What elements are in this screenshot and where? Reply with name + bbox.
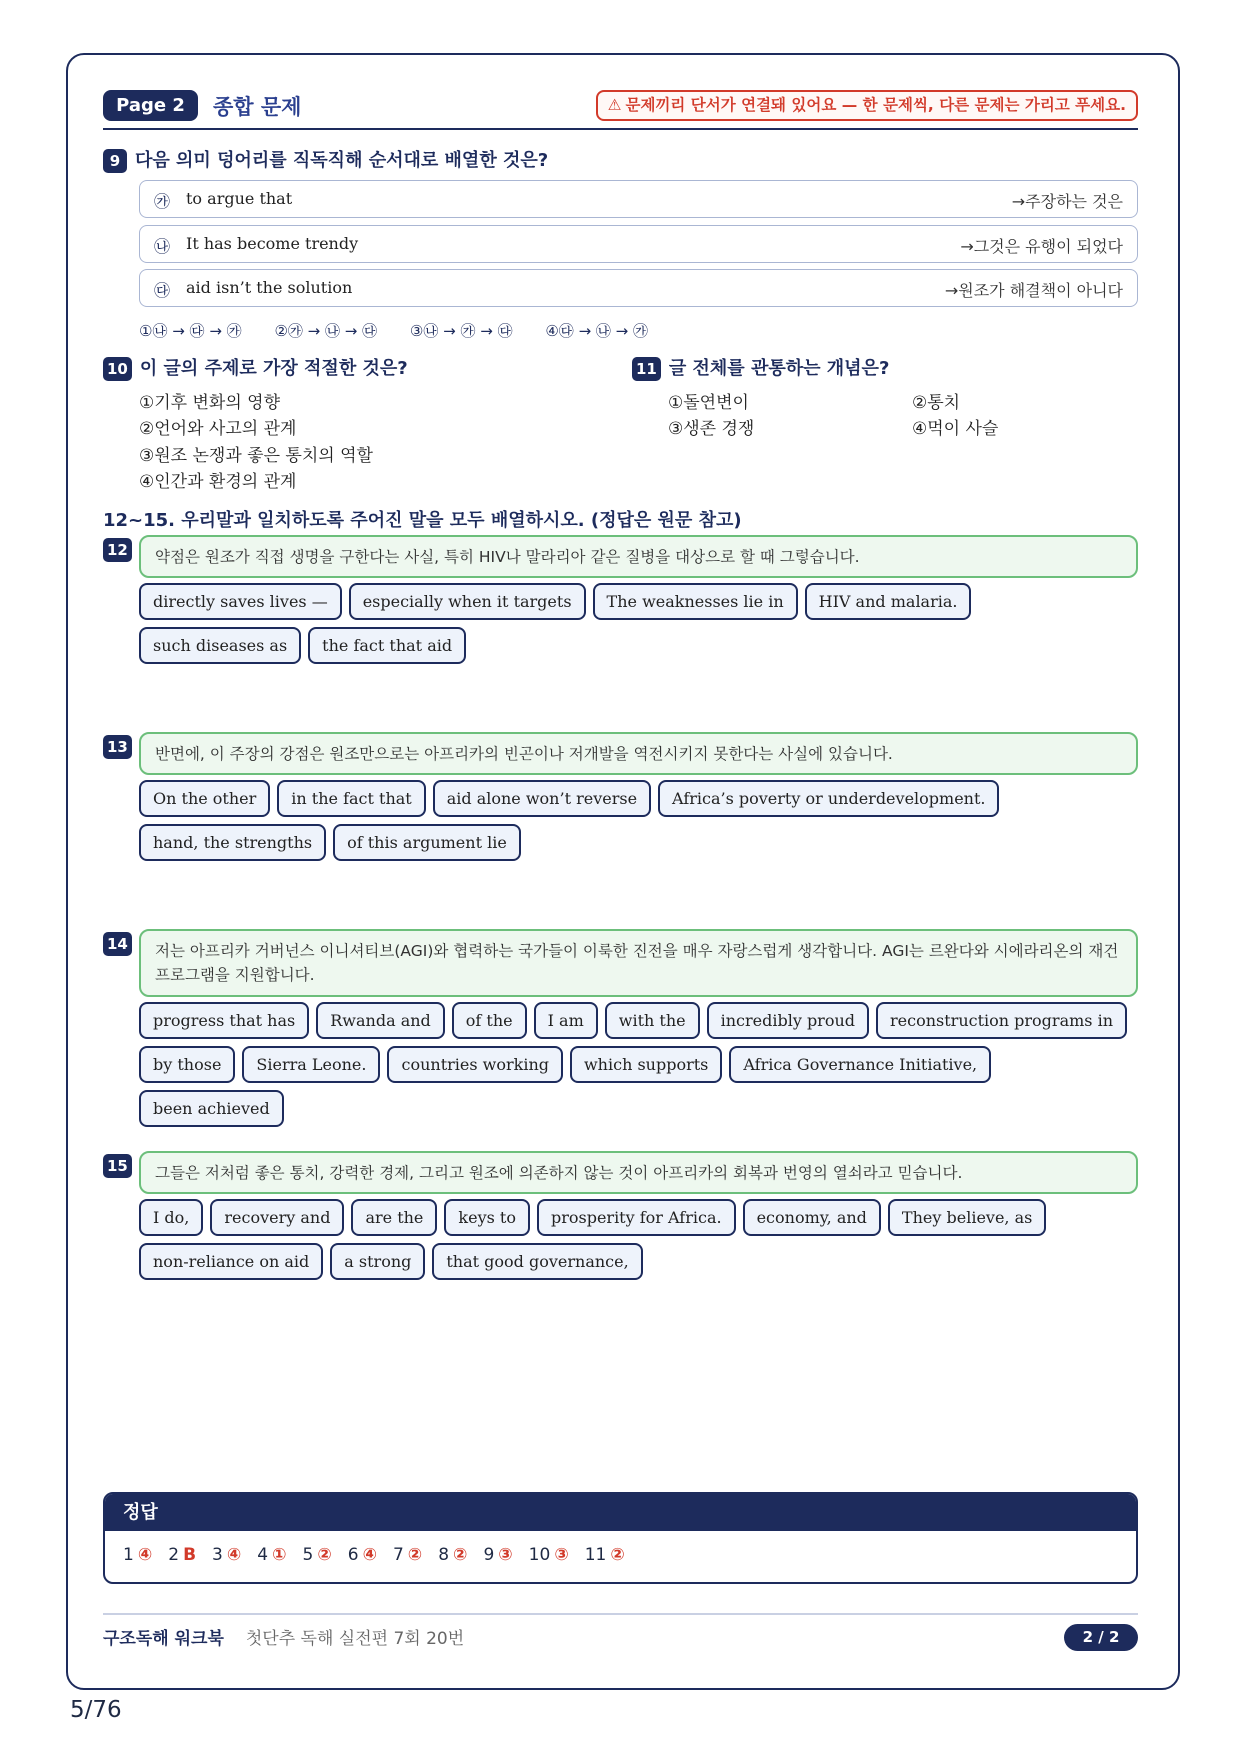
answer-item — [303, 1545, 332, 1565]
answer-number: 11 — [584, 1545, 607, 1565]
word-tile[interactable]: On the other — [139, 780, 270, 817]
answer-value: ② — [407, 1545, 423, 1565]
chunk-korean: →주장하는 것은 — [1011, 192, 1123, 211]
question-10-heading — [103, 354, 408, 381]
option[interactable]: ②통치 — [912, 393, 961, 413]
chunk-mark: ㉯ — [154, 237, 171, 256]
chunk-row — [139, 225, 1138, 263]
word-tile[interactable]: with the — [605, 1002, 700, 1039]
answer-item — [348, 1545, 377, 1565]
question-14-tiles — [139, 1002, 1139, 1127]
word-tile[interactable]: I do, — [139, 1199, 203, 1236]
answer-number: 7 — [392, 1545, 404, 1565]
chunk-korean: →원조가 해결책이 아니다 — [944, 281, 1123, 300]
option[interactable]: ③원조 논쟁과 좋은 통치의 역할 — [139, 446, 373, 466]
question-prompt: 다음 의미 덩어리를 직독직해 순서대로 배열한 것은? — [135, 150, 549, 171]
word-tile[interactable]: progress that has — [139, 1002, 309, 1039]
word-tile[interactable]: Sierra Leone. — [242, 1046, 380, 1083]
question-14-number: 14 — [103, 932, 132, 956]
chunk-row — [139, 269, 1138, 307]
page-counter: 5/76 — [70, 1697, 122, 1723]
question-12-number: 12 — [103, 538, 132, 562]
answer-item — [123, 1545, 152, 1565]
answer-number: 4 — [257, 1545, 269, 1565]
word-tile[interactable]: Africa Governance Initiative, — [729, 1046, 991, 1083]
question-14-sentence: 저는 아프리카 거버넌스 이니셔티브(AGI)와 협력하는 국가들이 이룩한 진전을 매우 자랑스럽게 생각합니다. AGI는 르완다와 시에라리온의 재건 프로그램을 지원합니다. — [139, 929, 1138, 997]
answer-value: B — [183, 1545, 197, 1565]
question-number: 11 — [632, 357, 661, 381]
question-13-sentence: 반면에, 이 주장의 강점은 원조만으로는 아프리카의 빈곤이나 저개발을 역전시키지 못한다는 사실에 있습니다. — [139, 732, 1138, 775]
answer-item — [438, 1545, 467, 1565]
word-tile[interactable]: keys to — [444, 1199, 530, 1236]
option[interactable]: ②㉮ → ㉯ → ㉰ — [274, 322, 378, 340]
chunk-english: to argue that — [186, 189, 293, 208]
answer-number: 6 — [347, 1545, 359, 1565]
question-13-tiles — [139, 780, 1139, 861]
answer-number: 1 — [123, 1545, 134, 1565]
warning-banner — [596, 90, 1138, 121]
answer-number: 2 — [168, 1545, 180, 1565]
question-12-tiles — [139, 583, 1139, 664]
page-label: Page 2 — [103, 90, 198, 121]
word-tile[interactable]: reconstruction programs in — [876, 1002, 1127, 1039]
word-tile[interactable]: recovery and — [210, 1199, 344, 1236]
answer-item — [483, 1545, 512, 1565]
word-tile[interactable]: a strong — [330, 1243, 425, 1280]
word-tile[interactable]: are the — [351, 1199, 437, 1236]
chunk-korean: →그것은 유행이 되었다 — [960, 237, 1123, 256]
word-tile[interactable]: incredibly proud — [707, 1002, 869, 1039]
answer-item — [168, 1545, 196, 1565]
word-tile[interactable]: which supports — [570, 1046, 722, 1083]
word-tile[interactable]: of this argument lie — [333, 824, 521, 861]
answer-item — [585, 1545, 625, 1565]
word-tile[interactable]: I am — [534, 1002, 598, 1039]
footer-divider — [103, 1613, 1138, 1615]
answer-number: 9 — [483, 1545, 495, 1565]
footer-page-indicator: 2 / 2 — [1064, 1624, 1138, 1651]
word-tile[interactable]: Africa’s poverty or underdevelopment. — [658, 780, 999, 817]
question-11-heading — [632, 354, 889, 381]
word-tile[interactable]: economy, and — [743, 1199, 881, 1236]
answer-item — [393, 1545, 422, 1565]
question-15-tiles — [139, 1199, 1139, 1280]
answer-key-panel — [103, 1492, 1138, 1584]
instructions: 12~15. 우리말과 일치하도록 주어진 말을 모두 배열하시오. (정답은 원문 참고) — [103, 510, 742, 531]
answer-key-title: 정답 — [105, 1494, 1136, 1531]
option[interactable]: ①㉯ → ㉰ → ㉮ — [139, 322, 242, 340]
option[interactable]: ④먹이 사슬 — [912, 419, 999, 439]
chunk-english: aid isn’t the solution — [186, 278, 353, 297]
question-15-number: 15 — [103, 1154, 132, 1178]
answer-value: ③ — [554, 1545, 569, 1565]
answer-item — [212, 1545, 241, 1565]
word-tile[interactable]: been achieved — [139, 1090, 284, 1127]
word-tile[interactable]: that good governance, — [432, 1243, 642, 1280]
option[interactable]: ④인간과 환경의 관계 — [139, 472, 297, 492]
option[interactable]: ④㉰ → ㉯ → ㉮ — [545, 322, 649, 340]
section-title: 종합 문제 — [213, 95, 302, 119]
answer-key-list — [105, 1531, 1136, 1579]
answer-value: ④ — [137, 1545, 153, 1565]
answer-value: ④ — [226, 1545, 242, 1565]
word-tile[interactable]: non-reliance on aid — [139, 1243, 323, 1280]
option[interactable]: ②언어와 사고의 관계 — [139, 419, 297, 439]
footer-source: 첫단추 독해 실전편 7회 20번 — [245, 1629, 465, 1649]
word-tile[interactable]: prosperity for Africa. — [537, 1199, 736, 1236]
chunk-english: It has become trendy — [186, 234, 359, 253]
answer-value: ① — [272, 1545, 287, 1565]
question-prompt: 이 글의 주제로 가장 적절한 것은? — [139, 358, 408, 379]
word-tile[interactable]: especially when it targets — [349, 583, 586, 620]
warning-text: 문제끼리 단서가 연결돼 있어요 — 한 문제씩, 다른 문제는 가리고 푸세요. — [625, 96, 1126, 114]
footer — [103, 1624, 464, 1649]
word-tile[interactable]: such diseases as — [139, 627, 301, 664]
option[interactable]: ①기후 변화의 영향 — [139, 393, 281, 413]
word-tile[interactable]: The weaknesses lie in — [593, 583, 798, 620]
question-12-sentence: 약점은 원조가 직접 생명을 구한다는 사실, 특히 HIV나 말라리아 같은 질병을 대상으로 할 때 그렇습니다. — [139, 535, 1138, 578]
word-tile[interactable]: HIV and malaria. — [805, 583, 972, 620]
word-tile[interactable]: the fact that aid — [308, 627, 466, 664]
chunk-row — [139, 180, 1138, 218]
word-tile[interactable]: Rwanda and — [316, 1002, 445, 1039]
answer-item — [529, 1545, 569, 1565]
chunk-mark: ㉮ — [154, 192, 171, 211]
answer-value: ② — [453, 1545, 468, 1565]
word-tile[interactable]: countries working — [387, 1046, 563, 1083]
question-13-number: 13 — [103, 735, 132, 759]
answer-value: ④ — [362, 1545, 377, 1565]
word-tile[interactable]: aid alone won’t reverse — [433, 780, 651, 817]
footer-brand: 구조독해 워크북 — [103, 1629, 224, 1649]
answer-number: 3 — [212, 1545, 223, 1565]
answer-number: 8 — [438, 1545, 450, 1565]
answer-value: ③ — [498, 1545, 513, 1565]
word-tile[interactable]: directly saves lives — — [139, 583, 342, 620]
answer-value: ② — [317, 1545, 332, 1565]
option[interactable]: ①돌연변이 — [668, 393, 749, 413]
question-9-options — [139, 320, 676, 341]
chunk-mark: ㉰ — [154, 281, 171, 300]
warning-icon: ⚠ — [607, 96, 622, 114]
answer-value: ② — [610, 1545, 625, 1565]
answer-number: 10 — [528, 1545, 551, 1565]
word-tile[interactable]: in the fact that — [277, 780, 425, 817]
answer-item — [257, 1545, 286, 1565]
word-tile[interactable]: by those — [139, 1046, 235, 1083]
question-number: 10 — [103, 357, 132, 381]
option[interactable]: ③㉯ → ㉮ → ㉰ — [409, 322, 513, 340]
option[interactable]: ③생존 경쟁 — [668, 419, 755, 439]
question-15-sentence: 그들은 저처럼 좋은 통치, 강력한 경제, 그리고 원조에 의존하지 않는 것이 아프리카의 회복과 번영의 열쇠라고 믿습니다. — [139, 1151, 1138, 1194]
answer-number: 5 — [302, 1545, 314, 1565]
question-number: 9 — [103, 149, 127, 173]
question-prompt: 글 전체를 관통하는 개념은? — [668, 358, 890, 379]
page-header — [103, 90, 1138, 130]
word-tile[interactable]: hand, the strengths — [139, 824, 326, 861]
word-tile[interactable]: They believe, as — [888, 1199, 1046, 1236]
word-tile[interactable]: of the — [452, 1002, 527, 1039]
question-9-heading — [103, 146, 548, 173]
